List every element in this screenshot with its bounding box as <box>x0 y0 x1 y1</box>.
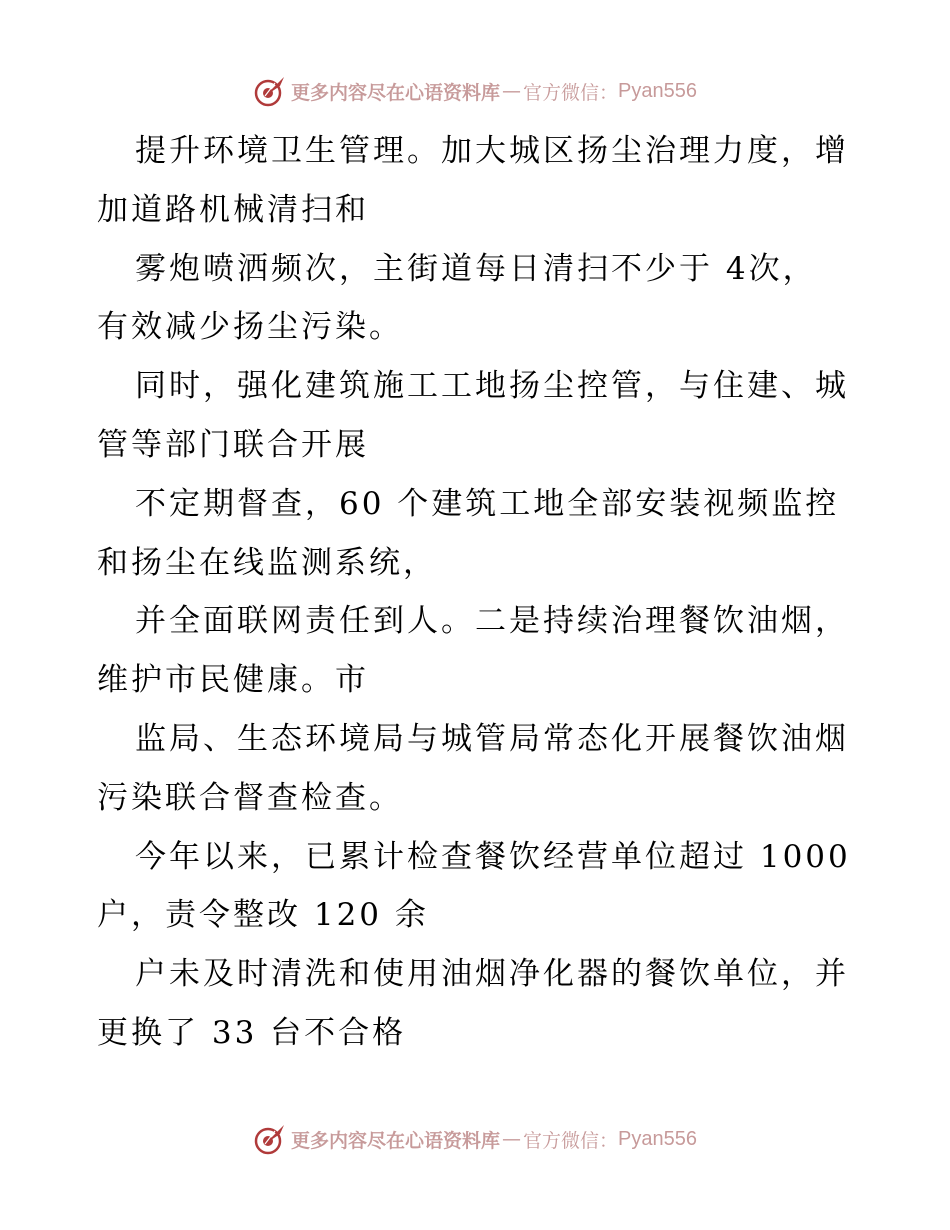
watermark-wechat-id: Pyan556 <box>618 1127 697 1150</box>
paragraph-line: 提升环境卫生管理。加大城区扬尘治理力度，增 <box>135 133 849 169</box>
paragraph-line: 更换了 33 台不合格 <box>97 1014 407 1051</box>
paragraph-line: 管等部门联合开展 <box>97 426 369 463</box>
watermark-brand-text: 更多内容尽在心语资料库 <box>291 1129 501 1152</box>
body-text <box>97 122 857 1063</box>
watermark-wechat-id: Pyan556 <box>618 79 697 102</box>
paragraph-line: 雾炮喷洒频次，主街道每日清扫不少于 4次， <box>135 250 817 287</box>
paragraph-line: 不定期督查，60 个建筑工地全部安装视频监控 <box>135 485 840 522</box>
header-watermark <box>0 71 950 111</box>
paragraph-line: 今年以来，已累计检查餐饮经营单位超过 1000 <box>135 838 851 875</box>
watermark-dash: — <box>502 80 522 102</box>
paragraph-line: 同时，强化建筑施工工地扬尘控管，与住建、城 <box>135 368 849 405</box>
quill-logo-icon <box>253 1122 287 1156</box>
paragraph-line: 并全面联网责任到人。二是持续治理餐饮油烟， <box>135 603 849 640</box>
paragraph-line: 户未及时清洗和使用油烟净化器的餐饮单位，并 <box>135 956 849 993</box>
paragraph-line: 监局、生态环境局与城管局常态化开展餐饮油烟 <box>135 720 849 757</box>
paragraph-line: 污染联合督查检查。 <box>97 779 403 816</box>
paragraph-line: 维护市民健康。市 <box>97 662 369 699</box>
watermark-official-label: 官方微信： <box>523 81 619 104</box>
watermark-brand-text: 更多内容尽在心语资料库 <box>291 81 501 104</box>
watermark-dash: — <box>502 1128 522 1150</box>
watermark-official-label: 官方微信： <box>523 1129 619 1152</box>
footer-watermark <box>0 1119 950 1159</box>
paragraph-line: 和扬尘在线监测系统， <box>97 544 437 581</box>
paragraph-line: 户，责令整改 120 余 <box>97 897 429 934</box>
paragraph-line: 加道路机械清扫和 <box>97 191 369 228</box>
quill-logo-icon <box>253 74 287 108</box>
paragraph-line: 有效减少扬尘污染。 <box>97 309 403 346</box>
